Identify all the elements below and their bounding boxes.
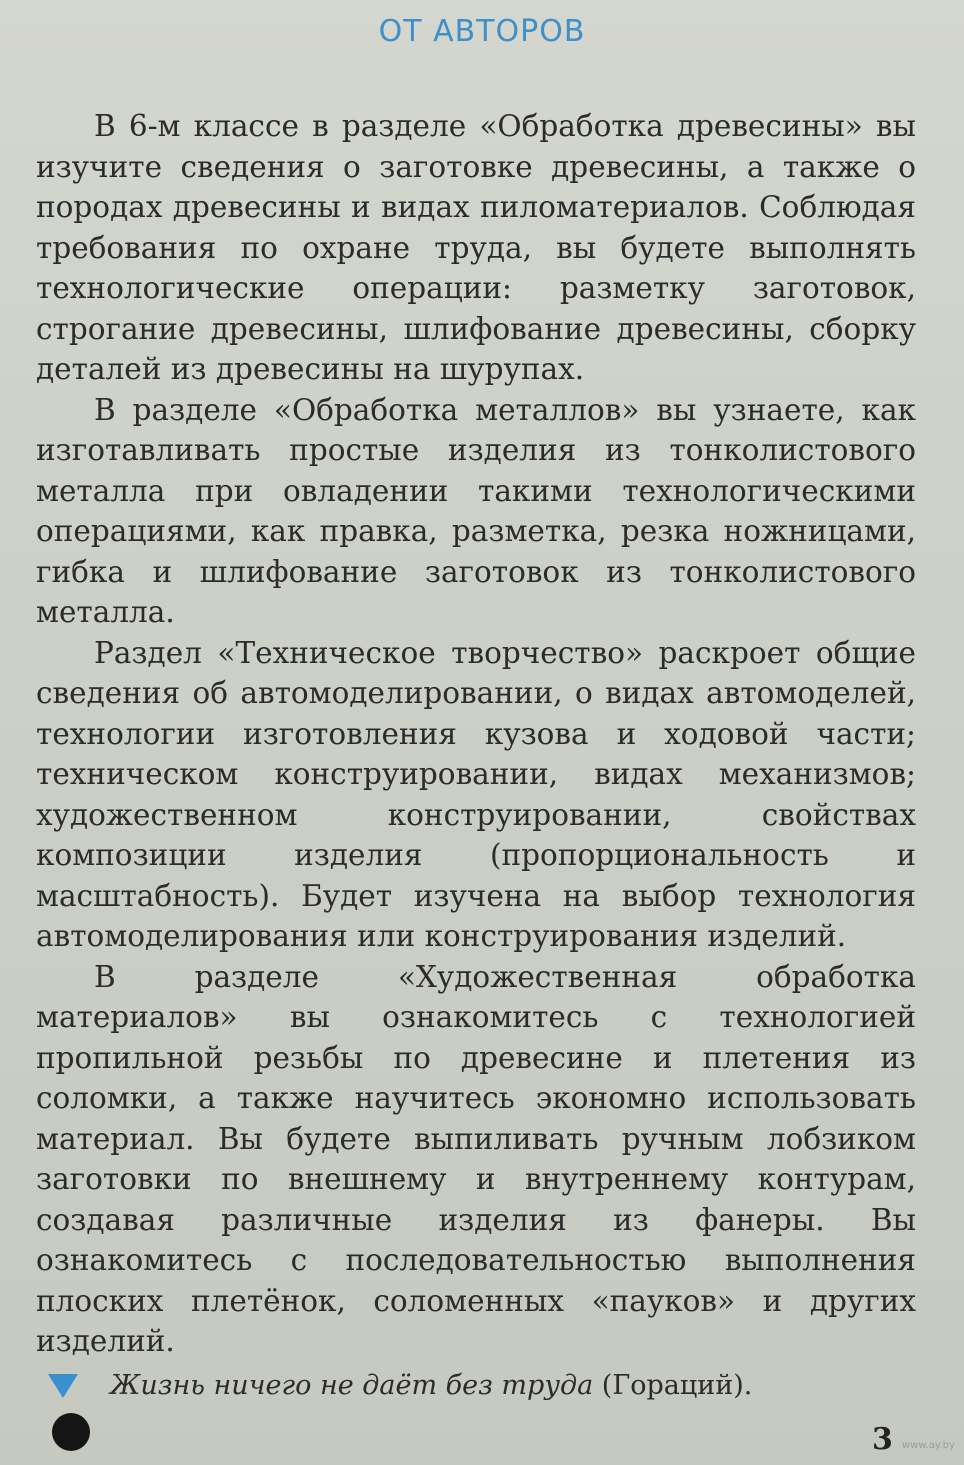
paragraph-woodwork: В 6-м классе в разделе «Обработка древесины» вы изучите сведения о заготовке древесины, а также о породах древесины и видах пиломатериалов. Соблюдая требования по охране труда, вы будете выполнять технологические операции: разметку заготовок, строгание древесины, шлифование древесины, сборку деталей из древесины на шурупах. <box>36 109 916 386</box>
epigraph-text: Жизнь ничего не даёт без труда <box>110 1370 594 1401</box>
paragraph-artistic-processing: В разделе «Художественная обработка материалов» вы ознакомитесь с технологией пропильной резьбы по древесине и плетения из соломки, а также научитесь экономно использовать материал. Вы будете выпиливать ручным лобзиком заготовки по внешнему и внутреннему контурам, создавая различные изделия из фанеры. Вы ознакомитесь с последовательностью выполнения плоских плетёнок, соломенных «пауков» и других изделий. <box>36 959 916 1358</box>
paragraph-metalwork: В разделе «Обработка металлов» вы узнаете, как изготавливать простые изделия из тонколистового металла при овладении такими технологическими операциями, как правка, разметка, резка ножницами, гибка и шлифование заготовок из тонколистового металла. <box>36 392 916 629</box>
triangle-marker-icon <box>48 1374 78 1398</box>
black-dot-icon <box>52 1413 90 1451</box>
page-heading: ОТ АВТОРОВ <box>378 14 586 49</box>
body-text <box>36 106 916 1362</box>
page-number: 3 <box>872 1422 893 1457</box>
watermark: www.ay.by <box>902 1440 955 1451</box>
epigraph-author: (Гораций). <box>601 1370 753 1401</box>
paragraph-technical-creativity: Раздел «Техническое творчество» раскроет общие сведения об автомоделировании, о видах автомоделей, технологии изготовления кузова и ходовой части; техническом конструировании, видах механизмов; художественном конструировании, свойствах композиции изделия (пропорциональность и масштабность). Будет изучена на выбор технология автомоделирования или конструирования изделий. <box>36 635 916 953</box>
epigraph-line <box>110 1366 752 1406</box>
